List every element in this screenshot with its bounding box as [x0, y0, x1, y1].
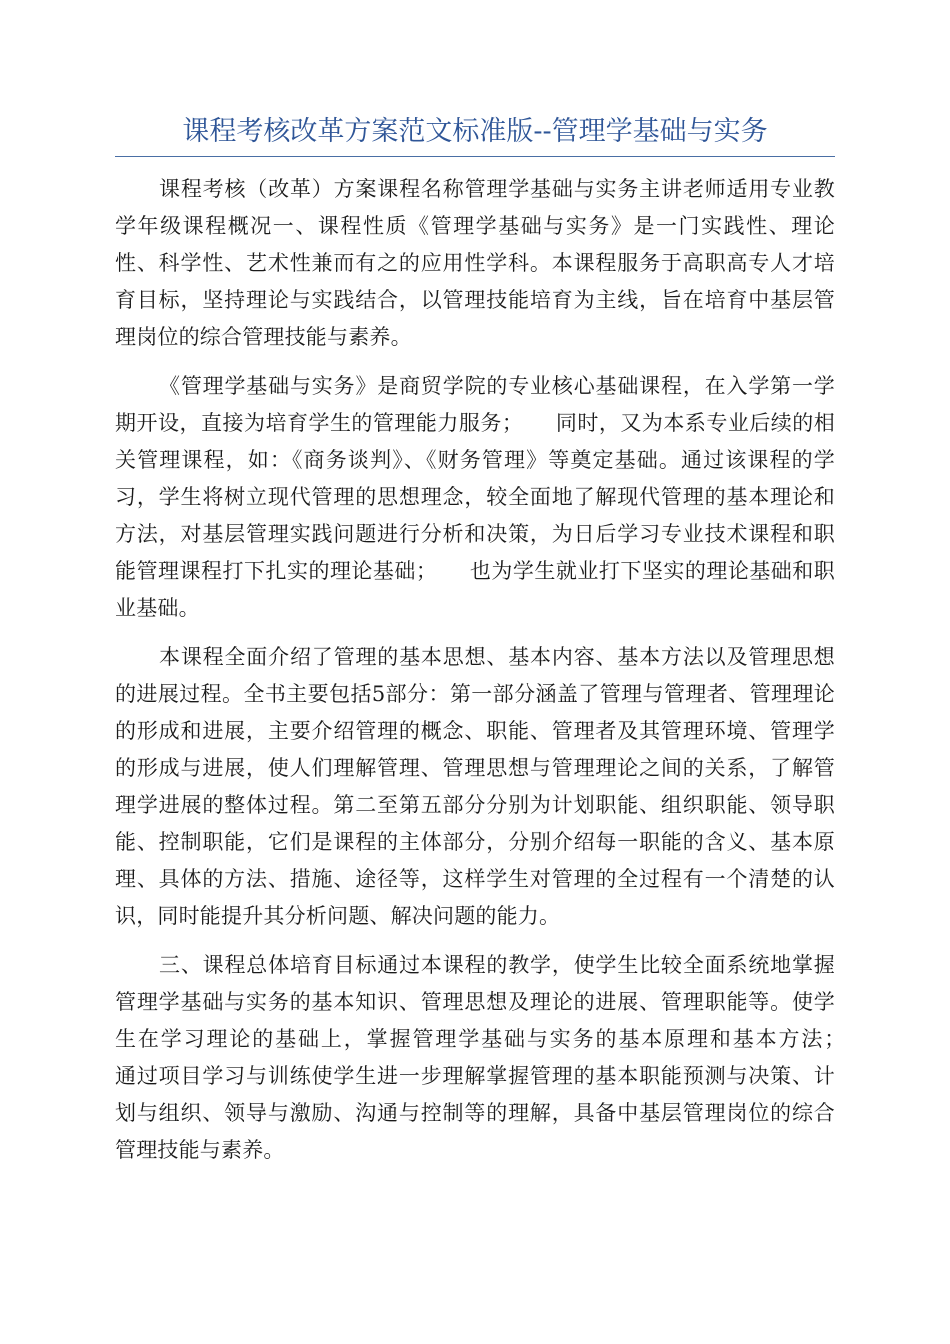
- paragraph-course-overview: 课程考核（改革）方案课程名称管理学基础与实务主讲老师适用专业教学年级课程概况一、课程性质《管理学基础与实务》是一门实践性、理论性、科学性、艺术性兼而有之的应用性学科。本课程服务于高职高专人才培育目标，坚持理论与实践结合，以管理技能培育为主线，旨在培育中基层管理岗位的综合管理技能与素养。: [115, 177, 835, 349]
- title-block: [115, 108, 835, 157]
- paragraph-training-goals: 三、课程总体培育目标通过本课程的教学，使学生比较全面系统地掌握管理学基础与实务的基本知识、管理思想及理论的进展、管理职能等。使学生在学习理论的基础上，掌握管理学基础与实务的基本原理和基本方法； 通过项目学习与训练使学生进一步理解掌握管理的基本职能预测与决策、计划与组织、领导与激励、沟通与控制等的理解，具备中基层管理岗位的综合管理技能与素养。: [115, 953, 878, 1162]
- document-title: 课程考核改革方案范文标准版--管理学基础与实务: [182, 116, 768, 147]
- document-body: [115, 171, 878, 1181]
- paragraph-course-content: 本课程全面介绍了管理的基本思想、基本内容、基本方法以及管理思想的进展过程。全书主要包括5部分：第一部分涵盖了管理与管理者、管理理论的形成和进展，主要介绍管理的概念、职能、管理者及其管理环境、管理学的形成与进展，使人们理解管理、管理思想与管理理论之间的关系，了解管理学进展的整体过程。第二至第五部分分别为计划职能、组织职能、领导职能、控制职能，它们是课程的主体部分，分别介绍每一职能的含义、基本原理、具体的方法、措施、途径等，这样学生对管理的全过程有一个清楚的认识，同时能提升其分析问题、解决问题的能力。: [115, 645, 835, 928]
- paragraph-course-role: 《管理学基础与实务》是商贸学院的专业核心基础课程，在入学第一学期开设，直接为培育学生的管理能力服务； 同时，又为本系专业后续的相关管理课程，如：《商务谈判》、《财务管理》等奠定基础。通过该课程的学习，学生将树立现代管理的思想理念，较全面地了解现代管理的基本理论和方法，对基层管理实践问题进行分析和决策，为日后学习专业技术课程和职能管理课程打下扎实的理论基础； 也为学生就业打下坚实的理论基础和职业基础。: [115, 374, 835, 620]
